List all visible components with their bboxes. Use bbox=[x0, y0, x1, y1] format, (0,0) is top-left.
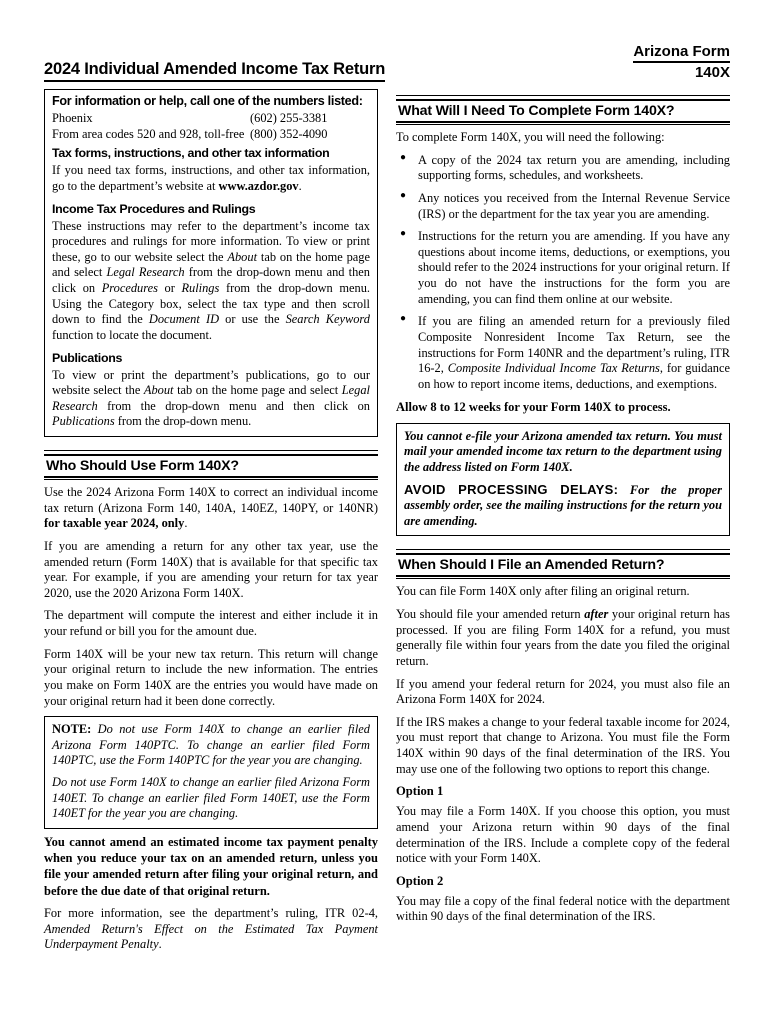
phone-row bbox=[52, 110, 370, 126]
section-header-who-should-use bbox=[44, 450, 378, 480]
when-p2-after-emphasis: after bbox=[584, 607, 609, 621]
avoid-delays-text bbox=[404, 482, 722, 530]
who-paragraph-2: If you are amending a return for any other tax year, use the amended return (Form 140X) that is available for that specific tax year. For example, if you are amending your return for tax year 2020, use the 2020 Arizona Form 140X. bbox=[44, 538, 378, 600]
avoid-delays-label: AVOID PROCESSING DELAYS: bbox=[404, 481, 619, 497]
bullet4-italic-title: Composite Individual Income Tax Returns bbox=[447, 361, 660, 376]
ruling-text-a: For more information, see the department’s ruling, ITR 02-4, bbox=[44, 905, 378, 920]
proc-search-keyword-term: Search Keyword bbox=[285, 312, 370, 327]
avoid-delays-body: For the proper assembly order, see the mailing instructions for the return you are amending. bbox=[404, 482, 722, 528]
page-title: 2024 Individual Amended Income Tax Return bbox=[44, 60, 385, 82]
who-p1-bold: for taxable year 2024, only bbox=[44, 516, 185, 531]
pub-text-c: from the drop-down menu and then click on bbox=[97, 398, 370, 413]
phone-number: (602) 255-3381 bbox=[250, 111, 328, 125]
right-column bbox=[396, 89, 730, 953]
form-label: Arizona Form bbox=[633, 44, 730, 63]
when-p2-text-a: You should file your amended return bbox=[396, 607, 585, 621]
phone-number: (800) 352-4090 bbox=[250, 127, 328, 142]
proc-text-g: function to locate the document. bbox=[52, 327, 212, 342]
list-item: ● Any notices you received from the Internal Revenue Service (IRS) or the department for the tax year you are amending. bbox=[396, 191, 730, 222]
efile-notice-text: You cannot e-file your Arizona amended tax return. You must mail your amended income tax return to the department using the address listed on Form 140X. bbox=[404, 428, 722, 474]
procedures-heading: Income Tax Procedures and Rulings bbox=[52, 201, 256, 216]
proc-document-id-term: Document ID bbox=[148, 312, 220, 327]
publications-heading: Publications bbox=[52, 350, 123, 365]
who-p1-text-a: Use the 2024 Arizona Form 140X to correct an individual income tax return (Arizona Form 140, 140A, 140EZ, 140PY, or 140NR) bbox=[44, 485, 378, 515]
azdor-website: www.azdor.gov bbox=[218, 178, 299, 193]
option-2-text: You may file a copy of the final federal notice with the department within 90 days of the final determination of the IRS. bbox=[396, 893, 730, 924]
list-item bbox=[396, 314, 730, 392]
pub-text-d: from the drop-down menu. bbox=[114, 414, 252, 429]
bullet4-text-b: , for guidance on how to report income items, deductions, and exemptions. bbox=[418, 361, 730, 391]
left-column bbox=[44, 89, 378, 953]
pub-about-term: About bbox=[143, 383, 174, 398]
ruling-text-b: . bbox=[158, 937, 162, 952]
proc-procedures-term: Procedures bbox=[101, 281, 158, 295]
note-paragraph-2: Do not use Form 140X to change an earlier filed Arizona Form 140ET. To change an earlier filed Form 140ET, use the Form 140ET for the year you are changing. bbox=[52, 775, 370, 821]
page-header bbox=[44, 42, 730, 82]
note-paragraph-1 bbox=[52, 722, 370, 769]
form-number: 140X bbox=[694, 64, 730, 82]
procedures-paragraph bbox=[52, 219, 370, 344]
when-paragraph-2 bbox=[396, 607, 730, 670]
note-text-1: Do not use Form 140X to change an earlier filed Arizona Form 140PTC. To change an earlier filed Form 140PTC, use the Form 140PTC for the year you are changing. bbox=[52, 722, 370, 768]
who-paragraph-3: The department will compute the interest and either include it in your refund or bill you for the amount due. bbox=[44, 608, 378, 638]
when-p2-text-b: your original return has processed. If you are filing Form 140X for a refund, you must generally file within four years from the date you filed the original return. bbox=[396, 607, 730, 668]
proc-text-a: These instructions may refer to the department’s income tax procedures and rulings for more information. To view or print these, go to our website select the bbox=[52, 218, 370, 264]
phone-label: Phoenix bbox=[52, 111, 93, 125]
pub-publications-term: Publications bbox=[52, 414, 115, 429]
phone-label: From area codes 520 and 928, toll-free bbox=[52, 127, 245, 142]
option-2-label: Option 2 bbox=[396, 873, 444, 888]
proc-text-f: or use the bbox=[219, 312, 286, 327]
tax-forms-text-b: . bbox=[298, 178, 302, 193]
when-paragraph-3: If you amend your federal return for 2024, you must also file an Arizona Form 140X for 2024. bbox=[396, 676, 730, 707]
when-paragraph-1: You can file Form 140X only after filing an original return. bbox=[396, 584, 690, 599]
who-paragraph-1 bbox=[44, 485, 378, 532]
note-callout-box bbox=[44, 716, 378, 829]
proc-text-d: or bbox=[157, 281, 182, 295]
when-paragraph-4: If the IRS makes a change to your federal taxable income for 2024, you must report that change to Arizona. You must file the Form 140X within 90 days of the final determination of the IRS. You may use one of the following two options to report this change. bbox=[396, 714, 730, 776]
publications-paragraph bbox=[52, 368, 370, 431]
proc-text-e: from the drop-down menu. Using the Category box, select the tax type and then scroll down to find the bbox=[52, 281, 370, 327]
who-p1-text-b: . bbox=[184, 516, 188, 531]
contact-info-heading: For information or help, call one of the numbers listed: bbox=[52, 94, 363, 108]
pub-text-b: tab on the home page and select bbox=[173, 383, 342, 398]
who-paragraph-4: Form 140X will be your new tax return. This return will change your original return to include the new information. The entries you make on Form 140X are the entries you would have made on your original return had it been done correctly. bbox=[44, 646, 378, 708]
bullet4-text-a: If you are filing an amended return for a previously filed Composite Nonresident Income Tax Return, see the instructions for Form 140NR and the department’s ruling, ITR 16-2, bbox=[418, 314, 730, 376]
penalty-bold-paragraph: You cannot amend an estimated income tax payment penalty when you reduce your tax on an amended return, unless you file your amended return after filing your original return, and before the due date of that original return. bbox=[44, 834, 378, 898]
tax-forms-heading: Tax forms, instructions, and other tax information bbox=[52, 146, 330, 161]
proc-text-c: from the drop-down menu and then click on bbox=[52, 265, 370, 295]
when-should-i-file-heading: When Should I File an Amended Return? bbox=[398, 556, 665, 573]
proc-about-term: About bbox=[227, 249, 258, 264]
tax-forms-text-a: If you need tax forms, instructions, and other tax information, go to the department’s website at bbox=[52, 163, 370, 193]
section-header-what-will-i-need bbox=[396, 95, 730, 125]
need-intro-paragraph: To complete Form 140X, you will need the following: bbox=[396, 130, 665, 144]
need-bullet-list bbox=[396, 153, 730, 393]
ruling-reference-paragraph bbox=[44, 906, 378, 953]
pub-text-a: To view or print the department’s publications, go to our website select the bbox=[52, 367, 370, 398]
pub-legal-research-term: Legal Research bbox=[52, 383, 370, 413]
proc-text-b: tab on the home page and select bbox=[52, 249, 370, 280]
efile-callout-box bbox=[396, 423, 730, 537]
what-will-i-need-heading: What Will I Need To Complete Form 140X? bbox=[398, 102, 675, 119]
ruling-title-italic: Amended Return's Effect on the Estimated Tax Payment Underpayment Penalty bbox=[44, 921, 378, 952]
two-column-body bbox=[44, 89, 730, 953]
section-header-when-should-i-file bbox=[396, 549, 730, 579]
tax-forms-paragraph bbox=[52, 163, 370, 194]
who-should-use-heading: Who Should Use Form 140X? bbox=[46, 457, 239, 474]
list-item: ● A copy of the 2024 tax return you are amending, including supporting forms, schedules, and worksheets. bbox=[396, 153, 730, 184]
list-item: ● Instructions for the return you are amending. If you have any questions about income items, deductions, or exemptions, you should refer to the 2024 instructions for your original return. If you do not have the instructions for the form you are amending, you can find them online at our website. bbox=[396, 229, 730, 307]
phone-row bbox=[52, 126, 370, 142]
option-1-label: Option 1 bbox=[396, 784, 444, 799]
allow-weeks-notice: Allow 8 to 12 weeks for your Form 140X to process. bbox=[396, 400, 671, 415]
contact-info-box bbox=[44, 89, 378, 437]
note-label: NOTE: bbox=[52, 722, 92, 737]
option-1-text: You may file a Form 140X. If you choose this option, you must amend your Arizona return within 90 days of the final determination of the IRS. Include a complete copy of the federal notice with your Form 140X. bbox=[396, 804, 730, 866]
proc-rulings-term: Rulings bbox=[181, 281, 220, 295]
form-identifier bbox=[633, 43, 730, 82]
proc-legal-research-term: Legal Research bbox=[106, 265, 185, 280]
